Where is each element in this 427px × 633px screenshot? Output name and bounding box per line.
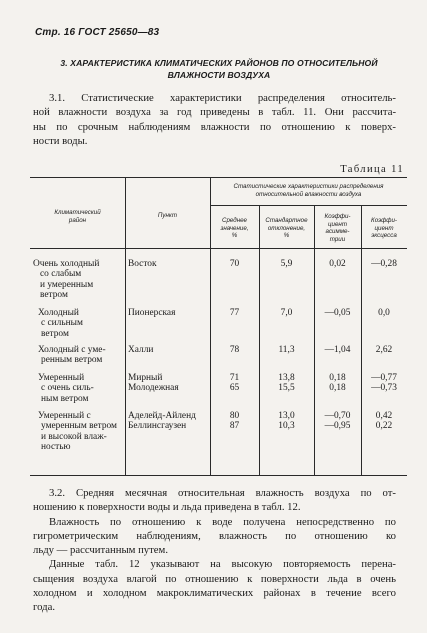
cell-region: Умеренный с умеренным ветром и высокой влаж- ностью bbox=[38, 411, 117, 453]
cell-region: Умеренный с очень силь- ным ветром bbox=[38, 373, 94, 404]
section-title bbox=[44, 57, 394, 81]
cell-std: 13,0 10,3 bbox=[278, 411, 295, 432]
cell-excess: —0,28 bbox=[371, 259, 397, 269]
table-caption: Таблица 11 bbox=[340, 164, 404, 175]
column-header-excess: Коэффи- циент эксцесса bbox=[371, 217, 397, 240]
table-rule bbox=[30, 475, 407, 476]
cell-point: Аделейд-Айленд Беллинсгаузен bbox=[128, 411, 196, 432]
paragraph-line: ношению к поверхности воды и льда приведена в табл. 12. bbox=[33, 501, 301, 514]
cell-std: 13,8 15,5 bbox=[278, 373, 295, 394]
cell-asymmetry: —0,05 bbox=[324, 308, 351, 318]
cell-asymmetry: —0,70 —0,95 bbox=[324, 411, 351, 432]
section-title-line: ВЛАЖНОСТИ ВОЗДУХА bbox=[167, 70, 271, 80]
cell-excess: 2,62 bbox=[375, 345, 393, 355]
cell-std: 7,0 bbox=[280, 308, 293, 318]
table-rule bbox=[30, 248, 407, 249]
paragraph-line: 3.2. Средняя месячная относительная влажность воздуха по от- bbox=[49, 487, 396, 499]
table-row bbox=[30, 259, 407, 311]
section-title-line: 3. ХАРАКТЕРИСТИКА КЛИМАТИЧЕСКИХ РАЙОНОВ ПО ОТНОСИТЕЛЬНОЙ bbox=[60, 58, 378, 68]
paragraph-line: Данные табл. 12 указывают на высокую повторяемость перена- bbox=[49, 558, 396, 571]
paragraph-line: 3.1. Статистические характеристики распределения относитель- bbox=[49, 92, 396, 104]
column-header-asymmetry: Коэффи- циент асимме- трии bbox=[324, 213, 351, 243]
cell-std: 11,3 bbox=[278, 345, 295, 355]
table-11 bbox=[30, 175, 407, 476]
cell-excess: 0,42 0,22 bbox=[375, 411, 393, 432]
cell-point: Мирный Молодежная bbox=[128, 373, 179, 394]
cell-excess: —0,77 —0,73 bbox=[371, 373, 397, 394]
cell-mean: 71 65 bbox=[229, 373, 240, 394]
paragraph-line: Влажность по отношению к воде получена непосредственно по bbox=[49, 515, 396, 528]
table-rule bbox=[210, 205, 407, 206]
paragraph-line: льду — рассчитанным путем. bbox=[33, 544, 168, 557]
cell-region: Холодный с сильным ветром bbox=[38, 308, 83, 339]
cell-mean: 80 87 bbox=[229, 411, 240, 432]
cell-excess: 0,0 bbox=[378, 308, 390, 318]
paragraph-line: ны по срочным наблюдениям влажности по отношению к поверх- bbox=[33, 120, 396, 133]
paragraph-line: ной влажности воздуха за год приведены в табл. 11. Они рассчита- bbox=[33, 106, 396, 119]
paragraph-3-2 bbox=[33, 486, 396, 615]
cell-asymmetry: 0,02 bbox=[329, 259, 346, 269]
paragraph-line: холодном и холодном макроклиматических районах в течение всего bbox=[33, 587, 396, 600]
cell-std: 5,9 bbox=[280, 259, 293, 269]
table-rule bbox=[30, 177, 407, 178]
paragraph-line: года. bbox=[33, 601, 56, 614]
cell-asymmetry: 0,18 0,18 bbox=[329, 373, 346, 394]
column-header-std: Стандартное отклонение, % bbox=[265, 217, 308, 240]
running-head: Стр. 16 ГОСТ 25650—83 bbox=[35, 27, 160, 38]
table-row bbox=[30, 345, 407, 373]
cell-asymmetry: —1,04 bbox=[324, 345, 351, 355]
cell-point: Пионерская bbox=[128, 308, 176, 318]
column-group-header: Статистические характеристики распределения относительной влажности воздуха bbox=[233, 183, 384, 198]
table-row bbox=[30, 373, 407, 413]
column-header-region: Климатический район bbox=[54, 209, 101, 224]
paragraph-line: ности воды. bbox=[33, 134, 88, 147]
cell-region: Холодный с уме- ренным ветром bbox=[38, 345, 106, 366]
cell-mean: 78 bbox=[229, 345, 240, 355]
column-header-mean: Среднее значение, % bbox=[220, 217, 249, 240]
cell-mean: 70 bbox=[229, 259, 240, 269]
cell-mean: 77 bbox=[229, 308, 240, 318]
paragraph-line: гигрометрическим наблюдениям, влажность по отношению ко bbox=[33, 529, 396, 542]
table-row bbox=[30, 411, 407, 463]
table-row bbox=[30, 308, 407, 348]
column-header-point: Пункт bbox=[157, 212, 178, 219]
paragraph-3-1 bbox=[33, 91, 396, 148]
cell-point: Халли bbox=[128, 345, 154, 355]
cell-point: Восток bbox=[128, 259, 157, 269]
cell-region: Очень холодный со слабым и умеренным ветром bbox=[33, 259, 100, 301]
paragraph-line: сыщения воздуха влагой по отношению к поверхности льда в очень bbox=[33, 572, 396, 585]
